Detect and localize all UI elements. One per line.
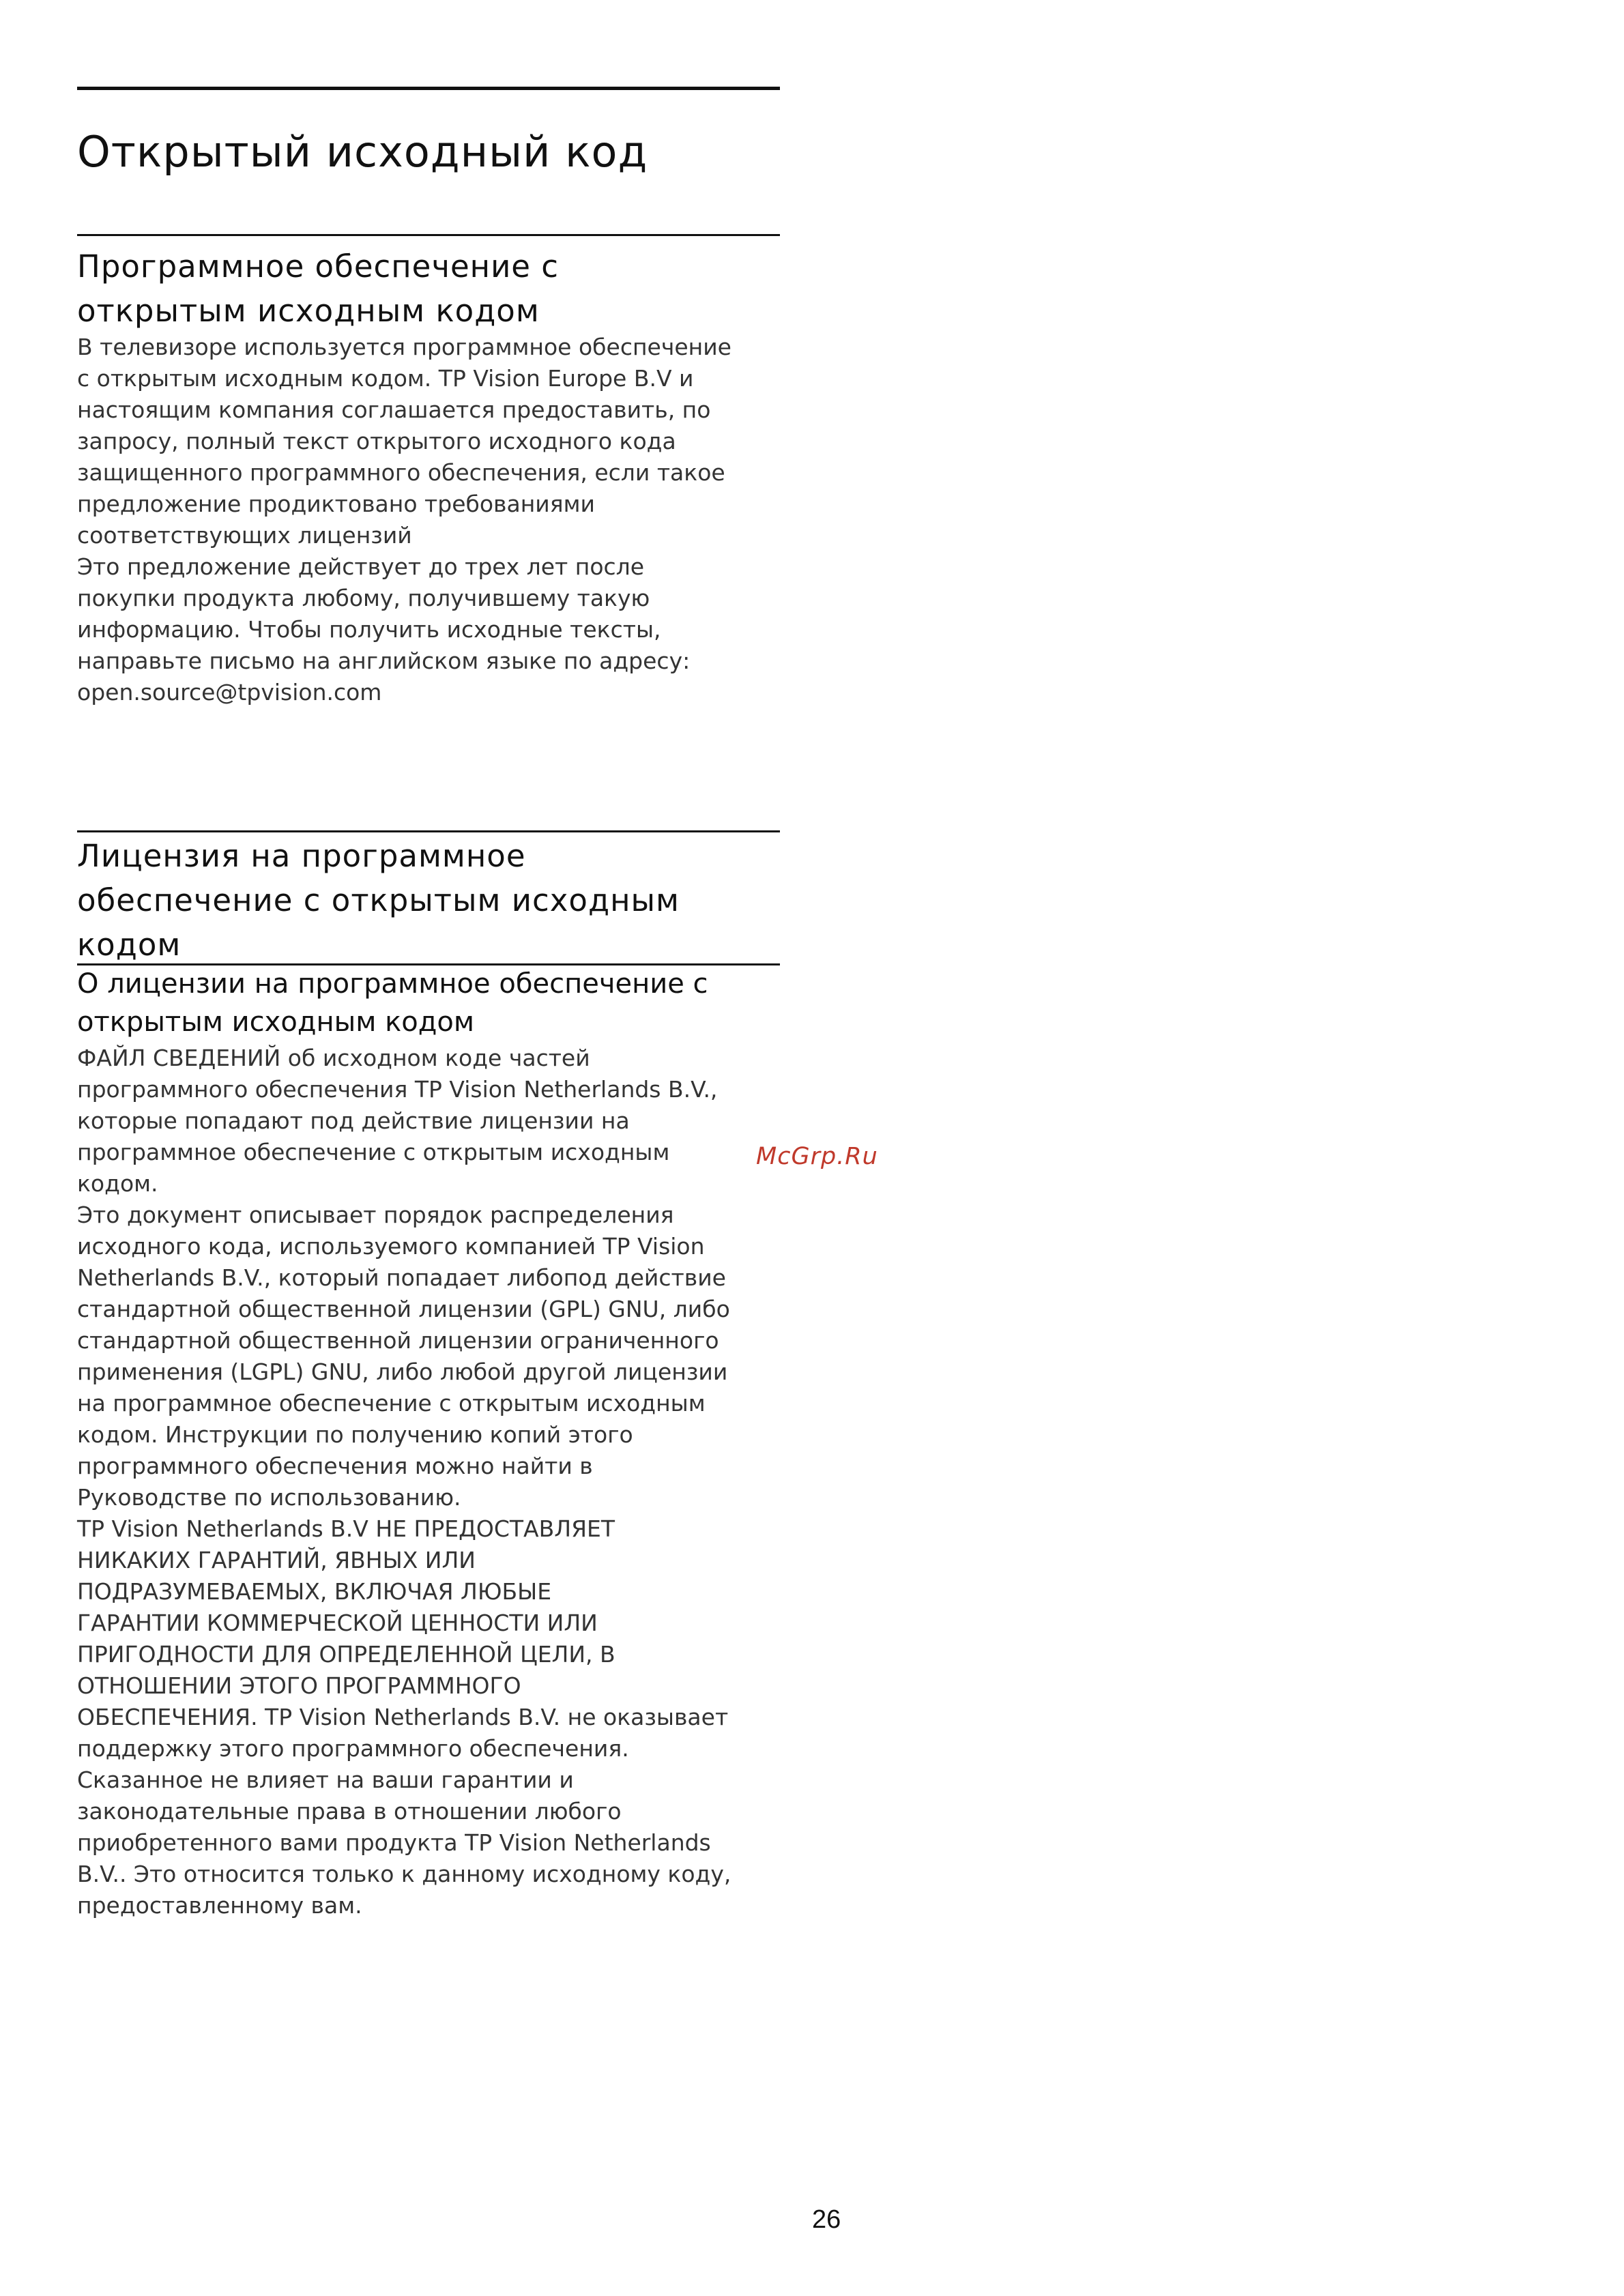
section2-paragraph-3: TP Vision Netherlands B.V НЕ ПРЕДОСТАВЛЯЕТ НИКАКИХ ГАРАНТИЙ, ЯВНЫХ ИЛИ ПОДРАЗУМЕВАЕМЫХ, ВКЛЮЧАЯ ЛЮБЫЕ ГАРАНТИИ КОММЕРЧЕСКОЙ ЦЕННОСТИ ИЛИ ПРИГОДНОСТИ ДЛЯ ОПРЕДЕЛЕННОЙ ЦЕЛИ, В ОТНОШЕНИИ ЭТОГО ПРОГРАММНОГО ОБЕСПЕЧЕНИЯ. TP Vision Netherlands B.V. не оказывает поддержку этого программного обеспечения. Сказанное не влияет на ваши гарантии и законодательные права в отношении любого приобретенного вами продукта TP Vision Netherlands B.V.. Это относится только к данному исходному коду, предоставленному вам. — [77, 1515, 731, 1919]
section1-paragraph-1: В телевизоре используется программное обеспечение с открытым исходным кодом. TP Vision Europe B.V и настоящим компания соглашается предоставить, по запросу, полный текст открытого исходного кода защищенного программного обеспечения, если такое предложение продиктовано требованиями соответствующих лицензий — [77, 334, 731, 549]
section2-paragraph-2: Это документ описывает порядок распределения исходного кода, используемого компанией TP Vision Netherlands B.V., который попадает либопод действие стандартной общественной лицензии (GPL) GNU, либо стандартной общественной лицензии ограниченного применения (LGPL) GNU, либо любой другой лицензии на программное обеспечение с открытым исходным кодом. Инструкции по получению копий этого программного обеспечения можно найти в Руководстве по использованию. — [77, 1202, 730, 1511]
section2-heading: Лицензия на программное обеспечение с открытым исходным кодом — [77, 838, 680, 963]
section2-paragraph-1: ФАЙЛ СВЕДЕНИЙ об исходном коде частей программного обеспечения TP Vision Netherlands B.V., которые попадают под действие лицензии на программное обеспечение с открытым исходным кодом. — [77, 1045, 718, 1197]
section1-body — [77, 332, 800, 708]
section2-body — [77, 1043, 800, 1921]
section1-heading: Программное обеспечение с открытым исходным кодом — [77, 248, 560, 329]
top-rule — [77, 87, 780, 90]
watermark-link[interactable]: McGrp.Ru — [756, 1143, 878, 1170]
page-number: 26 — [812, 2205, 841, 2234]
section1-paragraph-2: Это предложение действует до трех лет после покупки продукта любому, получившему такую информацию. Чтобы получить исходные тексты, направьте письмо на английском языке по адресу: open.source@tpvision.com — [77, 553, 691, 706]
section2-subheading: О лицензии на программное обеспечение с открытым исходным кодом — [77, 968, 708, 1038]
section-divider-2 — [77, 830, 780, 832]
section-divider-1 — [77, 234, 780, 236]
page-title: Открытый исходный код — [77, 127, 648, 177]
